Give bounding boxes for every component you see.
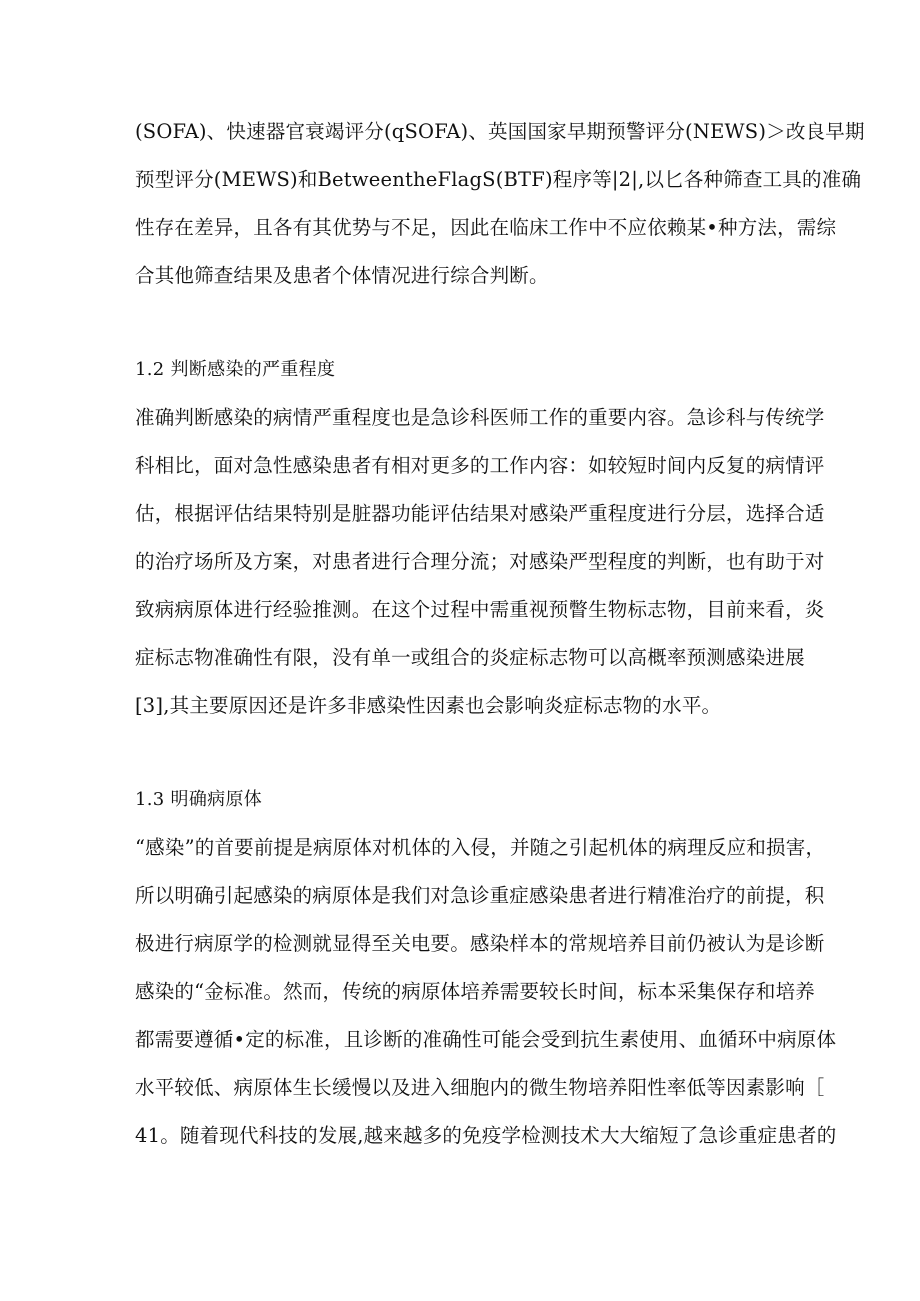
paragraph-line: “感染”的首要前提是病原体对机体的入侵，并随之引起机体的病理反应和损害， <box>135 836 826 859</box>
paragraph-line: 致病病原体进行经验推测。在这个过程中需重视预瞥生物标志物，目前来看，炎 <box>135 598 825 621</box>
paragraph-line: 极进行病原学的检测就显得至关电要。感染样本的常规培养目前仍被认为是诊断 <box>135 932 825 955</box>
section-heading: 1.2 判断感染的严重程度 <box>135 359 336 380</box>
paragraph-line: 科相比，面对急性感染患者有相对更多的工作内容：如较短时间内反复的病情评 <box>135 454 825 477</box>
paragraph-line: 性存在差异，且各有其优势与不足，因此在临床工作中不应依赖某•种方法，需综 <box>135 216 837 239</box>
paragraph-line: 所以明确引起感染的病原体是我们对急诊重症感染患者进行精准治疗的前提，积 <box>135 884 825 907</box>
paragraph-line: (SOFA)、快速器官衰竭评分(qSOFA)、英国国家早期预警评分(NEWS)＞改良早期 <box>135 120 865 143</box>
paragraph-line: 的治疗场所及方案，对患者进行合理分流；对感染严型程度的判断，也有助于对 <box>135 550 825 573</box>
section-heading: 1.3 明确病原体 <box>135 789 263 810</box>
paragraph-line: 预型评分(MEWS)和BetweentheFlagS(BTF)程序等|2|,以匕各种筛查工具的准确 <box>135 168 862 191</box>
paragraph-line: 症标志物准确性有限，没有单一或组合的炎症标志物可以高概率预测感染进展 <box>135 646 805 669</box>
paragraph-line: 都需要遵循•定的标准，且诊断的准确性可能会受到抗生素使用、血循环中病原体 <box>135 1028 837 1051</box>
paragraph-line: 合其他筛查结果及患者个体情况进行综合判断。 <box>135 264 549 287</box>
paragraph-line: 41。随着现代科技的发展,越来越多的免疫学检测技术大大缩短了急诊重症患者的 <box>135 1124 837 1147</box>
paragraph-line: 准确判断感染的病情严重程度也是急诊科医师工作的重要内容。急诊科与传统学 <box>135 406 825 429</box>
paragraph-line: 估，根据评估结果特别是脏器功能评估结果对感染严重程度进行分层，选择合适 <box>135 502 825 525</box>
paragraph-line: [3],其主要原因还是许多非感染性因素也会影响炎症标志物的水平。 <box>135 694 722 717</box>
paragraph-line: 感染的“金标准。然而，传统的病原体培养需要较长时间，标本采集保存和培养 <box>135 980 815 1003</box>
paragraph-line: 水平较低、病原体生长缓慢以及进入细胞内的微生物培养阳性率低等因素影响［ <box>135 1076 825 1099</box>
